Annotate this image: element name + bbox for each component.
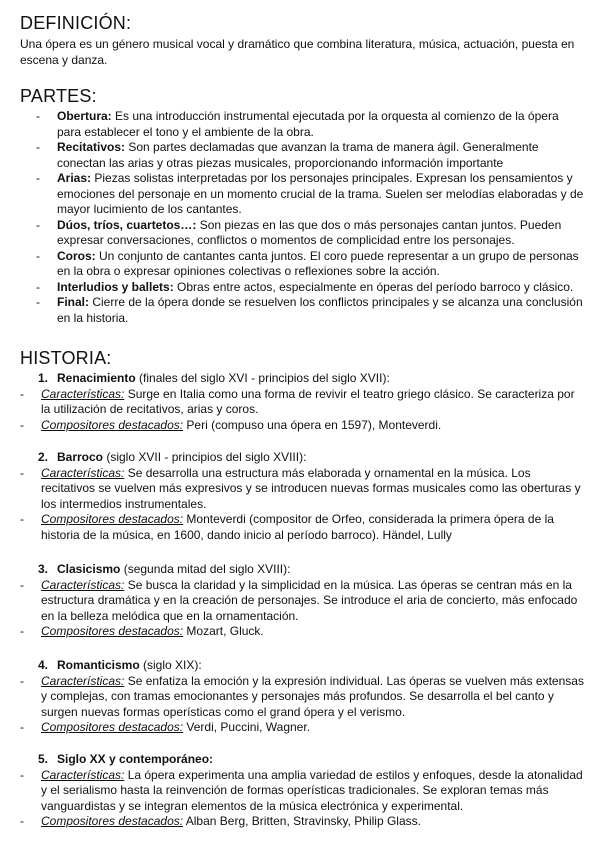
- list-item: - Obertura: Es una introducción instrumental ejecutada por la orquesta al comienzo de la ópera para establecer el tono y el ambiente de la obra.: [36, 109, 559, 139]
- list-item: - Compositores destacados: Peri (compuso una ópera en 1597), Monteverdi.: [20, 417, 442, 432]
- list-item: - Características: Se enfatiza la emoción y la expresión individual. Las óperas se vuelven más extensas y complejas, con tramas emocionantes y personajes más profundos. Se desarrolla el bel canto y surgen nuevas formas operísticas como el grand ópera y el verismo.: [20, 673, 584, 719]
- era-title: 1. Renacimiento (finales del siglo XVI - principios del siglo XVII):: [38, 371, 390, 385]
- list-item: - Arias: Piezas solistas interpretadas por los personajes principales. Expresan los pensamientos y emociones del personaje en un momento crucial de la trama. Suelen ser melodías elaboradas y de mayor lucimiento de los cantantes.: [36, 171, 584, 216]
- list-item: - Características: Se busca la claridad y la simplicidad en la música. Las óperas se centran más en la estructura dramática y en la creación de personajes. Se introduce el aria de concierto, más enfocado en la belleza melódica que en la ornamentación.: [20, 577, 578, 623]
- list-item: - Interludios y ballets: Obras entre actos, especialmente en óperas del período barroco y clásico.: [36, 279, 574, 294]
- list-item: - Características: Se desarrolla una estructura más elaborada y ornamental en la música. Los recitativos se vuelven más expresivos y se introducen nuevas formas musicales como las oberturas y los intermedios instrumentales.: [20, 465, 581, 511]
- list-item: - Compositores destacados: Mozart, Gluck.: [20, 624, 264, 638]
- list-item: - Características: La ópera experimenta una amplia variedad de estilos y enfoques, desde la atonalidad y el serialismo hasta la reinvención de formas operísticas tradicionales. Se exploran temas más vanguardistas y se integran elementos de la música electrónica y experimental.: [20, 767, 583, 813]
- era-clasicismo: [20, 562, 584, 640]
- era-title: 3. Clasicismo (segunda mitad del siglo XVIII):: [38, 562, 291, 576]
- list-item: - Compositores destacados: Alban Berg, Britten, Stravinsky, Philip Glass.: [20, 814, 421, 828]
- definicion-text: Una ópera es un género musical vocal y dramático que combina literatura, música, actuación, puesta en escena y danza.: [20, 37, 575, 67]
- partes-list: [36, 109, 584, 326]
- era-title: 2. Barroco (siglo XVII - principios del siglo XVIII):: [38, 450, 307, 464]
- era-title: 4. Romanticismo (siglo XIX):: [38, 658, 202, 672]
- list-item: - Coros: Un conjunto de cantantes canta juntos. El coro puede representar a un grupo de personas en la obra o expresar opiniones colectivas o reflexiones sobre la acción.: [36, 248, 579, 278]
- era-title: 5. Siglo XX y contemporáneo:: [38, 752, 214, 766]
- definicion-heading: DEFINICIÓN:: [20, 13, 132, 33]
- era-barroco: [20, 450, 584, 543]
- historia-heading: HISTORIA:: [20, 348, 112, 368]
- list-item: - Compositores destacados: Verdi, Puccini, Wagner.: [20, 720, 311, 734]
- list-item: - Características: Surge en Italia como una forma de revivir el teatro griego clásico. Se caracteriza por la utilización de recitativos, arias y coros.: [20, 386, 575, 416]
- list-item: - Recitativos: Son partes declamadas que avanzan la trama de manera ágil. Generalmente conectan las arias y otras piezas musicales, proporcionando información importante: [36, 140, 539, 170]
- era-siglo-xx: [20, 752, 584, 830]
- era-romanticismo: [20, 658, 584, 736]
- list-item: - Final: Cierre de la ópera donde se resuelven los conflictos principales y se alcanza una conclusión en la historia.: [36, 295, 583, 325]
- list-item: - Dúos, tríos, cuartetos…: Son piezas en las que dos o más personajes cantan juntos. Pueden expresar conversaciones, conflictos o momentos de complicidad entre los personajes.: [36, 217, 562, 247]
- era-renacimiento: [20, 371, 584, 433]
- partes-heading: PARTES:: [20, 86, 97, 106]
- list-item: - Compositores destacados: Monteverdi (compositor de Orfeo, considerada la primera ópera de la historia de la música, en 1600, dando inicio al período barroco). Händel, Lully: [20, 512, 554, 542]
